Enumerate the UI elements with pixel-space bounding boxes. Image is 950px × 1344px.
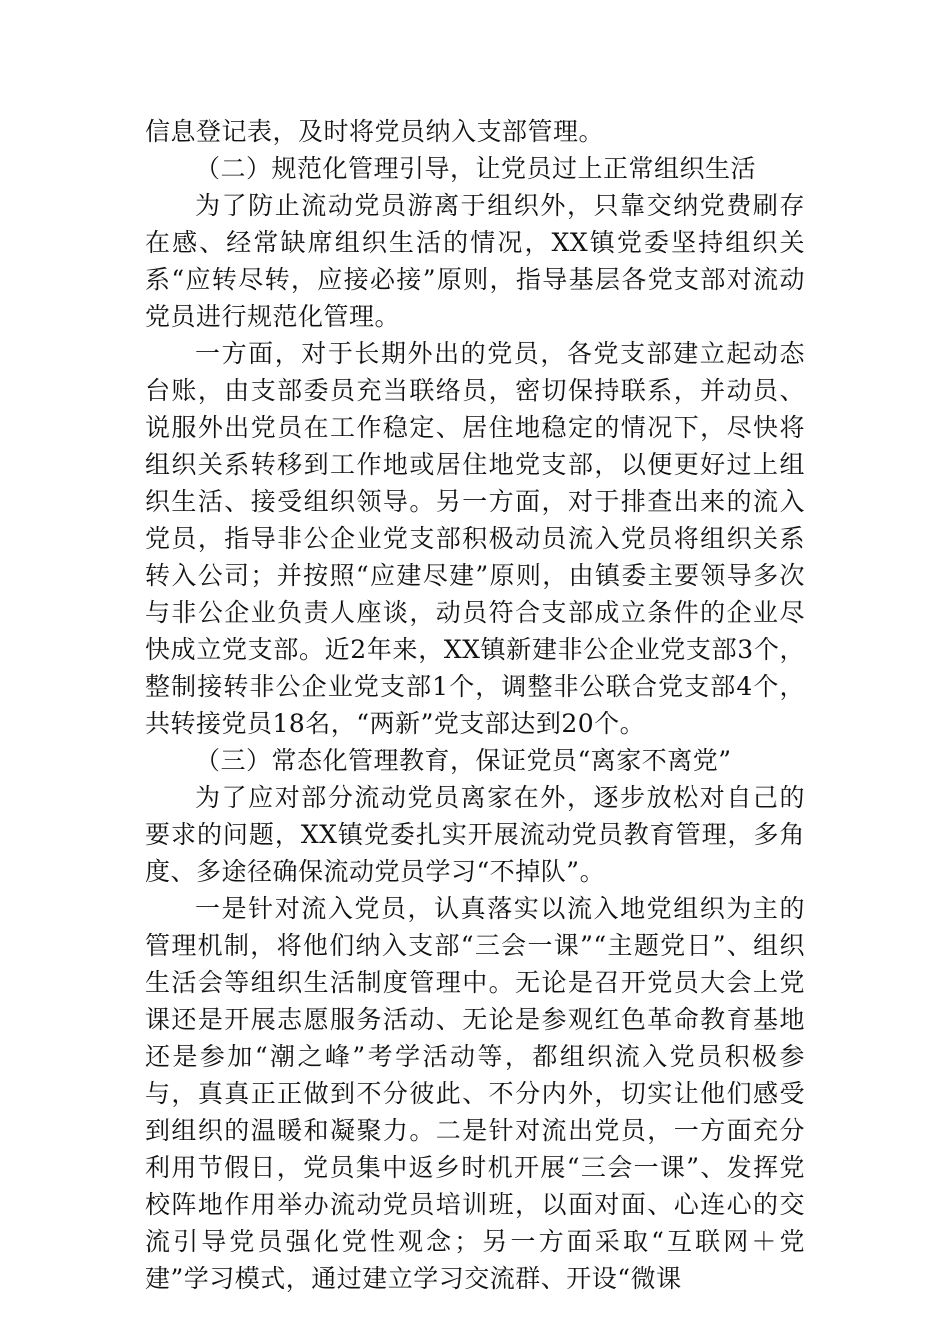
section-heading-2: （二）规范化管理引导，让党员过上正常组织生活 <box>195 154 757 183</box>
body-paragraph: 一方面，对于长期外出的党员，各党支部建立起动态台账，由支部委员充当联络员，密切保持联系，并动员、说服外出党员在工作稳定、居住地稳定的情况下，尽快将组织关系转移到工作地或居住地党支部，以便更好过上组织生活、接受组织领导。另一方面，对于排查出来的流入党员，指导非公企业党支部积极动员流入党员将组织关系转入公司；并按照“应建尽建”原则，由镇委主要领导多次与非公企业负责人座谈，动员符合支部成立条件的企业尽快成立党支部。近2年来，XX镇新建非公企业党支部3个，整制接转非公企业党支部1个，调整非公联合党支部4个，共转接党员18名，“两新”党支部达到20个。 <box>145 339 805 738</box>
document-body <box>145 113 805 1297</box>
body-paragraph: 为了防止流动党员游离于组织外，只靠交纳党费刷存在感、经常缺席组织生活的情况，XX镇党委坚持组织关系“应转尽转，应接必接”原则，指导基层各党支部对流动党员进行规范化管理。 <box>145 191 805 331</box>
body-paragraph: 一是针对流入党员，认真落实以流入地党组织为主的管理机制，将他们纳入支部“三会一课”“主题党日”、组织生活会等组织生活制度管理中。无论是召开党员大会上党课还是开展志愿服务活动、无论是参观红色革命教育基地还是参加“潮之峰”考学活动等，都组织流入党员积极参与，真真正正做到不分彼此、不分内外，切实让他们感受到组织的温暖和凝聚力。二是针对流出党员，一方面充分利用节假日，党员集中返乡时机开展“三会一课”、发挥党校阵地作用举办流动党员培训班，以面对面、心连心的交流引导党员强化党性观念；另一方面采取“互联网＋党建”学习模式，通过建立学习交流群、开设“微课 <box>145 894 805 1293</box>
body-paragraph: 为了应对部分流动党员离家在外，逐步放松对自己的要求的问题，XX镇党委扎实开展流动党员教育管理，多角度、多途径确保流动党员学习“不掉队”。 <box>145 783 805 886</box>
paragraph-continuation: 信息登记表，及时将党员纳入支部管理。 <box>145 117 605 146</box>
section-heading-3: （三）常态化管理教育，保证党员“离家不离党” <box>195 746 732 775</box>
